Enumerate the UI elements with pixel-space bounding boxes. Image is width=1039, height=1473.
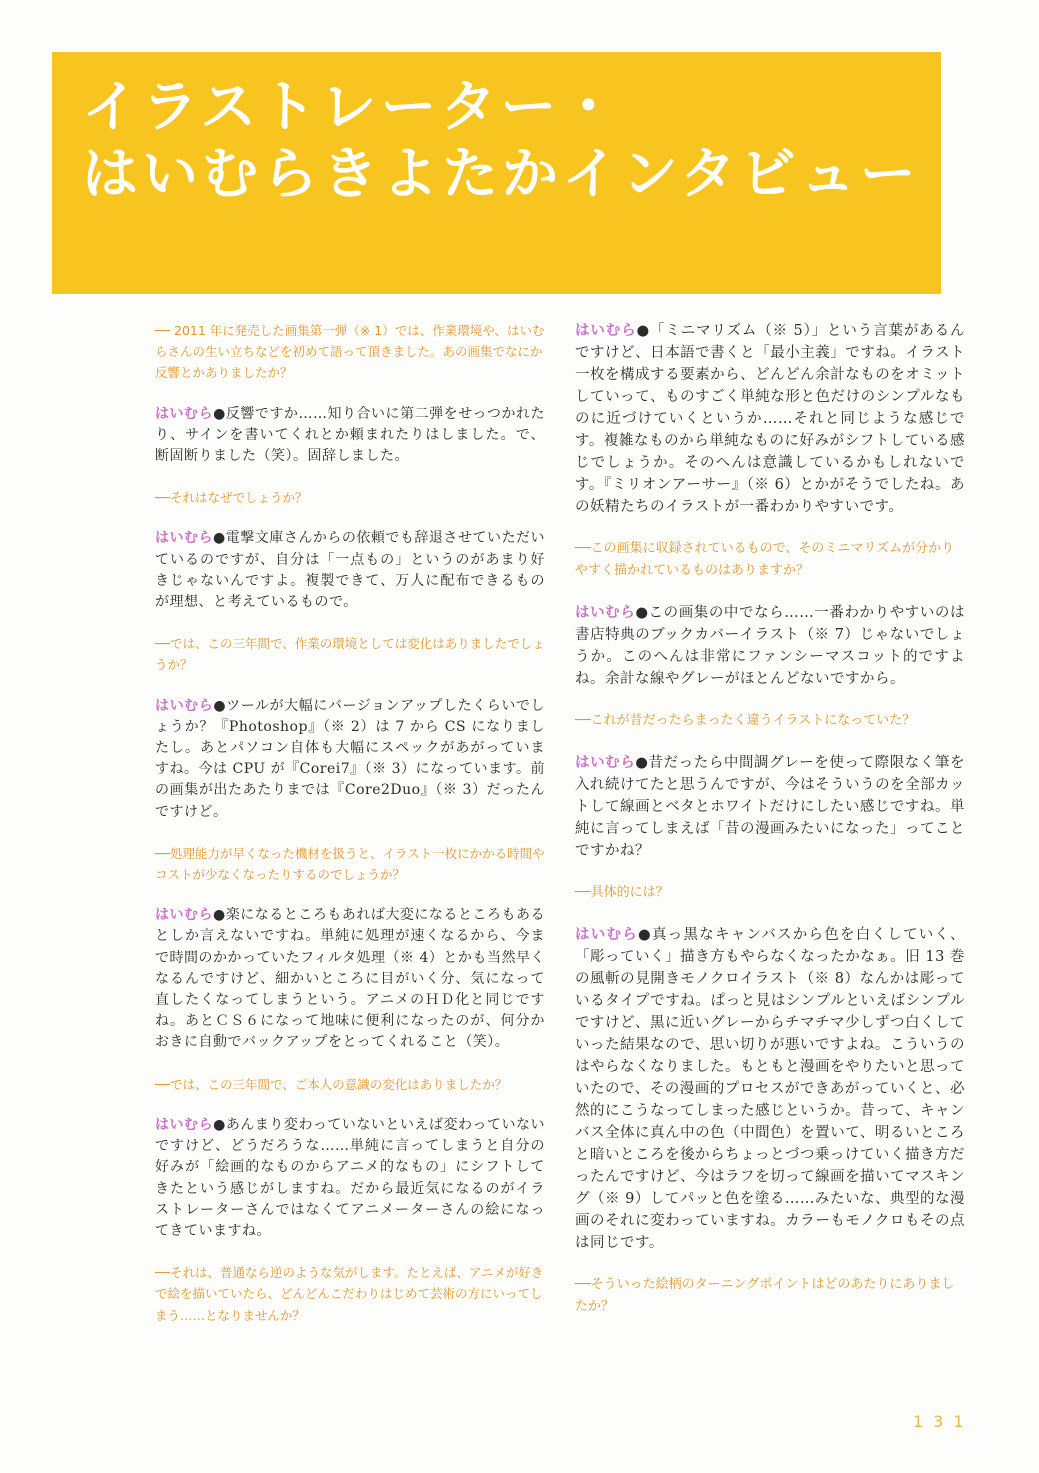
interviewee-answer [575,320,965,518]
interviewee-answer [155,404,545,468]
interviewer-question: ── 2011 年に発売した画集第一弾（※ 1）では、作業環境や、はいむらさんの生い立ちなどを初めて語って頂きました。あの画集でなにか反響とかありましたか？ [155,323,545,381]
interviewer-question: ──具体的には？ [575,885,669,900]
speaker-name: はいむら [575,323,637,339]
interviewer-question: ──そういった絵柄のターニングポイントはどのあたりにありましたか？ [575,1277,955,1314]
page-title [82,74,920,208]
speaker-name: はいむら [155,405,214,422]
interviewer-question: ──処理能力が早くなった機材を扱うと、イラスト一枚にかかる時間やコストが少なくなったりするのでしょうか？ [155,845,545,883]
title-banner [52,52,941,294]
speaker-name: はいむら [155,1116,214,1133]
interviewer-question: ──それは、普通なら逆のような気がします。たとえば、アニメが好きで絵を描いていたら、どんどんこだわりはじめて芸術の方にいってしまう……となりませんか？ [155,1265,544,1323]
interviewee-answer [575,924,965,1254]
speaker-name: はいむら [575,605,636,621]
answer-text: ●この画集の中でなら……一番わかりやすいのは書店特典のブックカバーイラスト（※ 7）じゃないでしょうか。このへんは非常にファンシーマスコット的ですよね。余計な線やグレーがほとんどないですから。 [575,605,965,687]
answer-text: ●あんまり変わっていないといえば変わっていないですけど、どうだろうな……単純に言ってしまうと自分の好みが「絵画的なものからアニメ的なもの」にシフトしてきたという感じがしますね。だから最近気になるのがイラストレーターさんではなくてアニメーターさんの絵になってきていますね。 [155,1116,546,1239]
answer-text: ●「ミニマリズム（※ 5）」という言葉があるんですけど、日本語で書くと「最小主義」ですね。イラスト一枚を構成する要素から、どんどん余計なものをオミットしていって、ものすごく単純な形と色だけのシンプルなものに近づけていくというか……それと同じような感じです。複雑なものから単純なものに好みがシフトしている感じでしょうか。そのへんは意識しているかもしれないです。『ミリオンアーサー』（※ 6）とかがそうでしたね。あの妖精たちのイラストが一番わかりやすいです。 [575,323,965,515]
page-number: 131 [913,1412,974,1431]
interviewee-answer [155,528,545,613]
speaker-name: はいむら [155,907,214,924]
interviewer-question: ──では、この三年間で、作業の環境としては変化はありましたでしょうか？ [155,636,545,673]
interviewee-answer [575,752,965,862]
answer-text: ●楽になるところもあれば大変になるところもあるとしか言えないですね。単純に処理が速くなるから、今まで時間のかかっていたフィルタ処理（※ 4）とかも当然早くなるんですけど、細かいところに目がいく分、気になって直したくなってしまうという。アニメのＨＤ化と同じですね。あとＣＳ６になって地味に便利になったのが、何分かおきに自動でバックアップをとってくれること（笑）。 [155,907,545,1051]
left-column [155,320,545,1346]
title-line-2: はいむらきよたかインタビュー [82,142,920,208]
speaker-name: はいむら [155,530,214,547]
interviewee-answer [155,1115,545,1242]
answer-text: ●ツールが大幅にバージョンアップしたくらいでしょうか？『Photoshop』（※ 2）は 7 から CS になりましたし。あとパソコン自体も大幅にスペックがあがっていますね。今は CPU が『Corei7』（※ 3）になっています。前の画集が出たあたりまでは『Core2Duo』（※ 3）だったんですけど。 [155,697,545,820]
answer-text: ●反響ですか……知り合いに第二弾をせっつかれたり、サインを書いてくれとか頼まれたりはしました。で、断固断りました（笑）。固辞しました。 [155,405,546,465]
speaker-name: はいむら [575,927,639,943]
interviewer-question: ──では、この三年間で、ご本人の意識の変化はありましたか？ [155,1076,508,1092]
right-column [575,320,965,1338]
interviewer-question: ──この画集に収録されているもので、そのミニマリズムが分かりやすく描かれているものはありますか？ [575,541,955,578]
title-line-1: イラストレーター・ [82,75,621,140]
answer-text: ●昔だったら中間調グレーを使って際限なく筆を入れ続けてたと思うんですが、今はそういうのを全部カットして線画とベタとホワイトだけにしたい感じですね。単純に言ってしまえば「昔の漫画みたいになった」ってことですかね？ [575,755,965,859]
answer-text: ●電撃文庫さんからの依頼でも辞退させていただいているのですが、自分は「一点もの」というのがあまり好きじゃないんですよ。複製できて、万人に配布できるものが理想、と考えているもので。 [155,530,545,611]
interviewee-answer [155,905,545,1053]
interviewee-answer [155,696,545,823]
interviewee-answer [575,602,965,690]
speaker-name: はいむら [155,697,214,714]
answer-text: ●真っ黒なキャンバスから色を白くしていく、「彫っていく」描き方もやらなくなったかなぁ。旧 13 巻の風斬の見開きモノクロイラスト（※ 8）なんかは彫っているタイプですね。ぱっと見はシンプルといえばシンプルですけど、黒に近いグレーからチマチマ少しずつ白くしていった結果なので、思い切りが悪いですよね。こういうのはやらなくなりました。もともと漫画をやりたいと思っていたので、その漫画的プロセスができあがっていくと、必然的にこうなってしまった感じというか。昔って、キャンバス全体に真ん中の色（中間色）を置いて、明るいところと暗いところを後からちょっとづつ乗っけていく描き方だったんですけど、今はラフを切って線画を描いてマスキング（※ 9）してパッと色を塗る……みたいな、典型的な漫画のそれに変わっていますね。カラーもモノクロもその点は同じです。 [575,927,965,1251]
speaker-name: はいむら [575,755,636,771]
interviewer-question: ──これが昔だったらまったく違うイラストになっていた？ [575,713,916,728]
interviewer-question: ──それはなぜでしょうか？ [155,490,308,506]
